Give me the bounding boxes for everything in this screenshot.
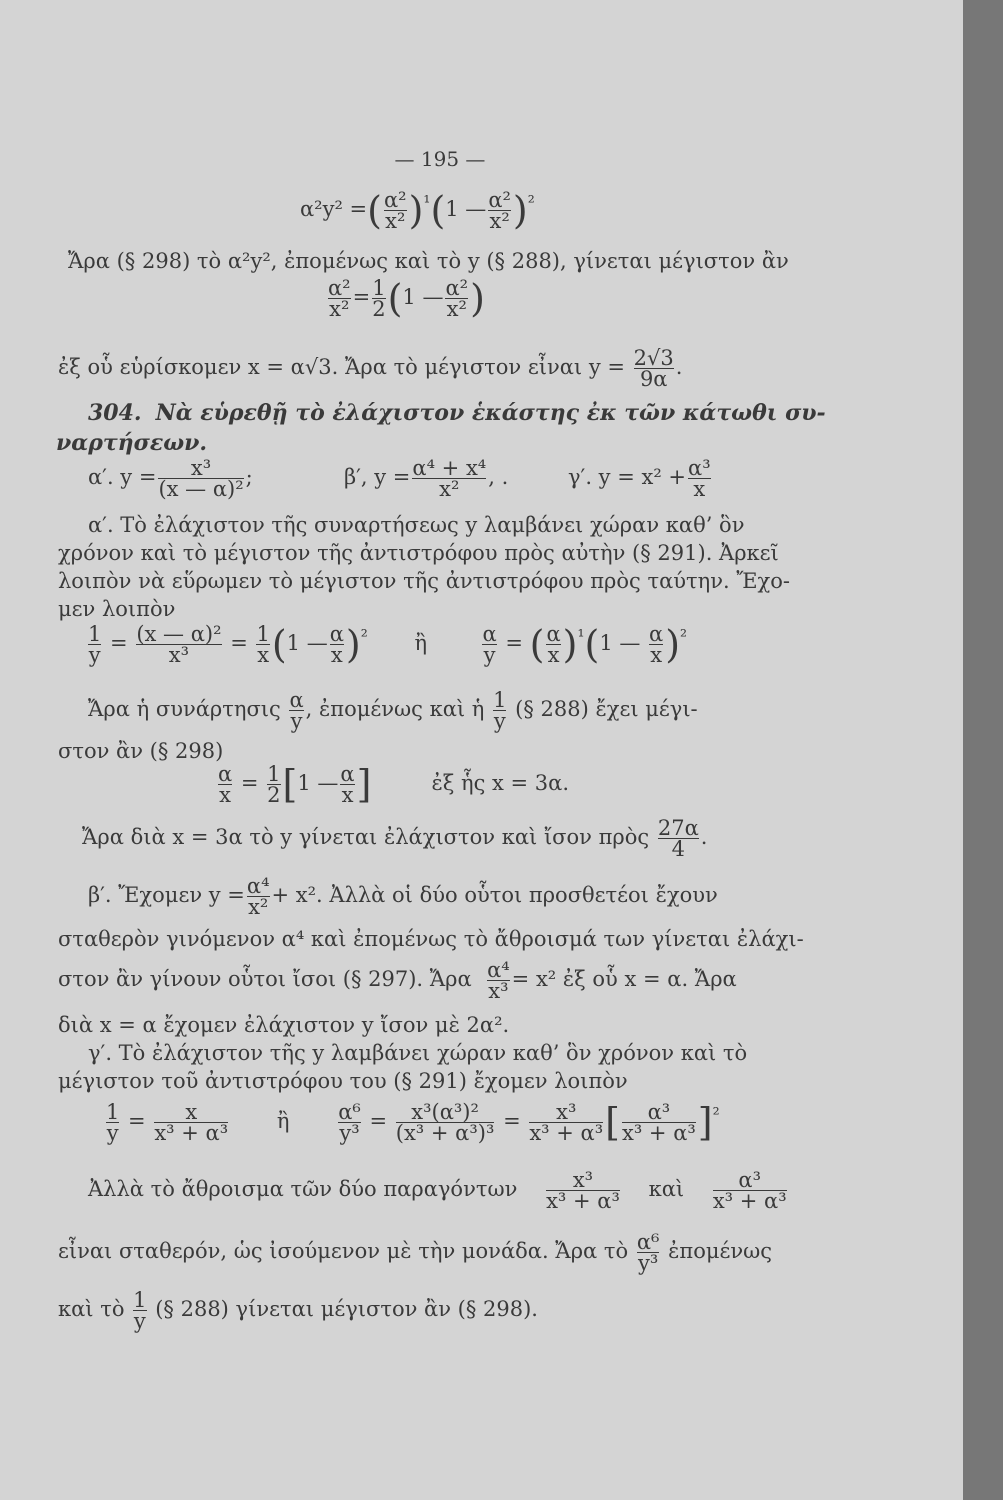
section-heading: 304. Νὰ εὑρεθῇ τὸ ἐλάχιστον ἑκάστης ἐκ τῶν κάτωθι συ-	[88, 400, 826, 426]
fraction: $\frac{\text{α²}}{\text{x²}}$	[383, 188, 407, 233]
text-line: σταθερὸν γινόμενον α⁴ καὶ ἐπομένως τὸ ἄθροισμά των γίνεται ἐλάχι-	[58, 927, 804, 951]
equation-2: $\frac{\text{α²}}{\text{x²}}$ = $\frac{1}{2}$ (1 — $\frac{\text{α²}}{\text{x²}}$ )	[328, 276, 485, 321]
page-edge	[963, 0, 1003, 1500]
text-line: γ′. Τὸ ἐλάχιστον τῆς y λαμβάνει χώραν καθ’ ὃν χρόνον καὶ τὸ	[88, 1041, 748, 1065]
text-line: Ἄρα διὰ x = 3α τὸ y γίνεται ἐλάχιστον καὶ ἴσον πρὸς $\frac{27\alpha}{4}$ .	[82, 816, 708, 861]
text-line: στον ἂν (§ 298)	[58, 739, 224, 763]
equation-3: $\frac{1}{y}$ = $\frac{\text{(x — α)²}}{\text{x³}}$ = $\frac{1}{x}$ (1 — $\frac{\alpha}{x}$ )$^{^2}$ ἢ $\frac{\alpha}{y}$ = ( $\frac{\alpha}{x}$ )$^{^1}$(1 — $\frac{\alpha}{x}$ )$^{^2}$	[88, 622, 688, 667]
text-line: β′. Ἔχομεν y = $\frac{\text{α⁴}}{\text{x²}}$ + x². Ἀλλὰ οἱ δύο οὗτοι προσθετέοι ἔχουν	[88, 874, 718, 919]
text-line: στον ἂν γίνουν οὗτοι ἴσοι (§ 297). Ἄρα $\frac{\text{α⁴}}{\text{x³}}$ = x² ἐξ οὗ x = α. Ἄρα	[58, 958, 737, 1003]
equation-4: $\frac{\alpha}{x}$ = $\frac{1}{2}$ [1 — $\frac{\alpha}{x}$ ] ἐξ ἧς x = 3α.	[218, 762, 570, 807]
text-line: χρόνον καὶ τὸ μέγιστον τῆς ἀντιστρόφου πρὸς αὐτὴν (§ 291). Ἀρκεῖ	[58, 541, 779, 565]
text-line: μεν λοιπὸν	[58, 597, 176, 621]
section-heading-cont: ναρτήσεων.	[56, 430, 208, 456]
text-line: α′. Τὸ ἐλάχιστον τῆς συναρτήσεως y λαμβάνει χώραν καθ’ ὃν	[88, 513, 745, 537]
text-line: Ἄρα ἡ συνάρτησις $\frac{\alpha}{y}$ , ἐπομένως καὶ ἡ $\frac{1}{y}$ (§ 288) ἔχει μέγι-	[88, 688, 698, 733]
text-line: εἶναι σταθερόν, ὡς ἰσούμενον μὲ τὴν μονάδα. Ἄρα τὸ $\frac{\text{α⁶}}{\text{y³}}$ ἐπομένως	[58, 1230, 773, 1275]
text-line: διὰ x = α ἔχομεν ἐλάχιστον y ἴσον μὲ 2α².	[58, 1013, 510, 1037]
function-a: α′. y = $\frac{\text{x³}}{\text{(x — α)²}}$ ;	[88, 456, 253, 501]
text-line: Ἄρα (§ 298) τὸ α²y², ἐπομένως καὶ τὸ y (§ 288), γίνεται μέγιστον ἂν	[68, 249, 789, 273]
eq-lhs: α²y² =	[300, 197, 368, 221]
text-line: ἐξ οὗ εὑρίσκομεν x = α√3. Ἄρα τὸ μέγιστον εἶναι y = $\frac{2√3}{9\alpha}$ .	[58, 346, 683, 391]
min-fraction: $\frac{27\alpha}{4}$	[657, 816, 699, 861]
equation-top: α²y² =( $\frac{\text{α²}}{\text{x²}}$ )$^{^1}$(1 — $\frac{\text{α²}}{\text{x²}}$ )$^{^2}$	[300, 188, 535, 233]
fraction: $\frac{\text{α²}}{\text{x²}}$	[488, 188, 511, 233]
ymax-fraction: $\frac{2√3}{9\alpha}$	[633, 346, 674, 391]
text-line: λοιπὸν νὰ εὕρωμεν τὸ μέγιστον τῆς ἀντιστρόφου πρὸς ταύτην. Ἔχο-	[58, 569, 790, 593]
text-line: Ἀλλὰ τὸ ἄθροισμα τῶν δύο παραγόντων $\frac{\text{x³}}{\text{x³ + α³}}$ καὶ $\frac{\text{α³}}{\text{x³ + α³}}$	[88, 1168, 787, 1213]
text-line: μέγιστον τοῦ ἀντιστρόφου του (§ 291) ἔχομεν λοιπὸν	[58, 1069, 628, 1093]
function-c: γ′. y = x² + $\frac{\text{α³}}{x}$	[568, 456, 711, 501]
text-line: καὶ τὸ $\frac{1}{y}$ (§ 288) γίνεται μέγιστον ἂν (§ 298).	[58, 1288, 538, 1333]
function-b: β′, y = $\frac{\text{α⁴ + x⁴}}{\text{x²}}$ , .	[344, 456, 509, 501]
page-number: — 195 —	[394, 147, 486, 171]
equation-5: $\frac{1}{y}$ = $\frac{x}{\text{x³ + α³}}$ ἢ $\frac{\text{α⁶}}{\text{y³}}$ = $\frac{\text{x³(α³)²}}{\text{(x³ + α³)³}}$ = $\frac{\text{x³}}{\text{x³ + α³}}$ [ $\frac{\text{α³}}{\text{x³ + α³}}$ ]$^{^2}$	[106, 1100, 720, 1145]
